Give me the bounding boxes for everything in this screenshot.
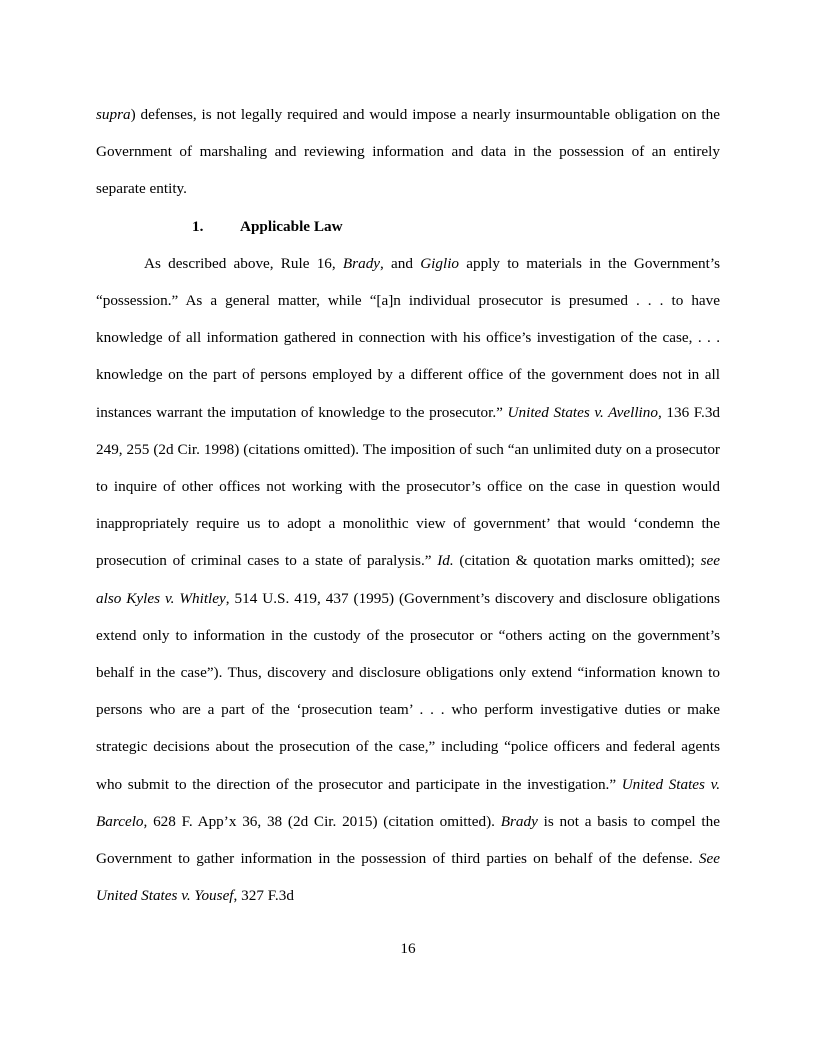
run-5: apply to materials in the Government’s “possession.” As a general matter, while “[a]n individual prosecutor is presumed . . . to have knowledge of all information gathered in connection with his office’s investigation of the case, . . . knowledge on the part of persons employed by a different office of the government does not in all instances warrant the imputation of knowledge to the prosecutor.” [96,254,720,421]
run-13: , 628 F. App’x 36, 38 (2d Cir. 2015) (citation omitted). [143,812,501,830]
run-17: , 327 F.3d [233,887,294,905]
run-16-citation-yousef: See United States v. Yousef [96,850,720,905]
run-10-citation-kyles: see also Kyles v. Whitley [96,552,720,607]
run-11: , 514 U.S. 419, 437 (1995) (Government’s discovery and disclosure obligations extend only to information in the custody of the prosecutor or “others acting on the government’s behalf in the case”). Thus, discovery and disclosure obligations only extend “information known to persons who are a part of the ‘prosecution team’ . . . who perform investigative duties or make strategic decisions about the prosecution of the case,” including “police officers and federal agents who submit to the direction of the prosecutor and participate in the investigation.” [96,589,720,793]
run-italic-supra: supra [96,106,131,123]
run-3: , and [380,254,421,272]
run-8-id: Id. [437,552,454,570]
run-4-giglio: Giglio [420,254,460,272]
run-12-citation-barcelo: United States v. Barcelo [96,775,720,830]
page-number: 16 [400,940,416,957]
run-9: (citation & quotation marks omitted); [453,552,701,570]
run-2-brady: Brady [342,254,381,272]
run-1: As described above, Rule 16, [144,254,343,272]
run-6-citation-avellino: United States v. Avellino [507,403,658,421]
paragraph-continuation [96,96,720,208]
section-heading-number: 1. [192,217,204,235]
page-body [96,96,720,914]
paragraph-applicable-law [96,245,720,915]
run-14-brady: Brady [500,812,538,830]
section-heading-text: Applicable Law [240,217,343,235]
section-heading [96,208,720,245]
run-7: , 136 F.3d 249, 255 (2d Cir. 1998) (citations omitted). The imposition of such “an unlimited duty on a prosecutor to inquire of other offices not working with the prosecutor’s office on the case in question would inappropriately require us to adopt a monolithic view of government’ that would ‘condemn the prosecution of criminal cases to a state of paralysis.” [96,403,721,570]
run-15: is not a basis to compel the Government to gather information in the possession of third parties on behalf of the defense. [96,812,720,868]
run-text-continuation: ) defenses, is not legally required and would impose a nearly insurmountable obligation on the Government of marshaling and reviewing information and data in the possession of an entirely separate entity. [96,106,720,198]
